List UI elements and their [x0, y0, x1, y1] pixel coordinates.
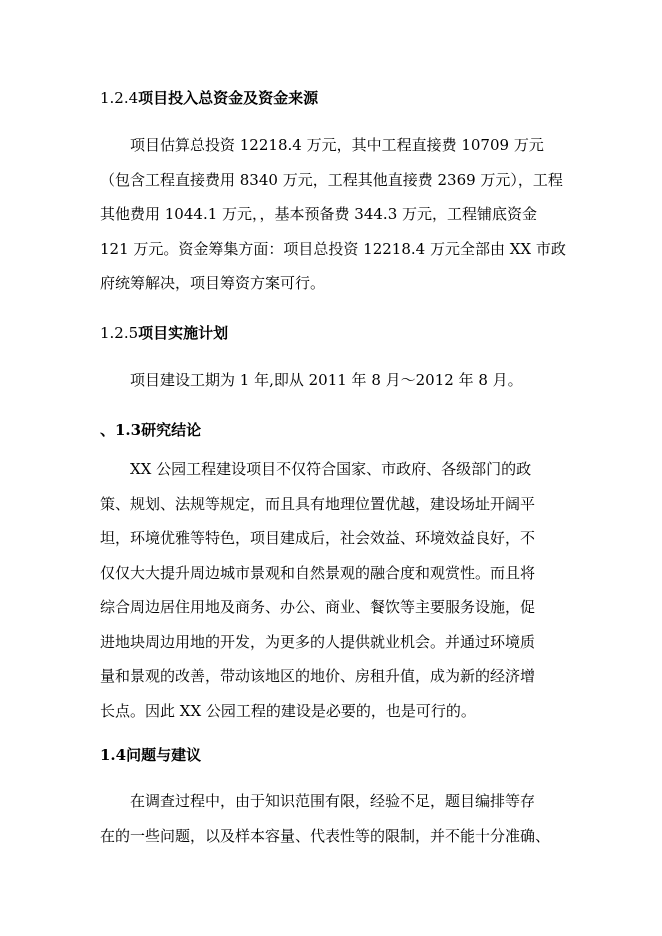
section-heading-1-3 [100, 420, 201, 440]
section-number: 1.4 [100, 746, 127, 764]
text-line: 项目建设工期为 1 年,即从 2011 年 8 月～2012 年 8 月。 [130, 371, 523, 389]
section-number: 、1.3 [100, 421, 142, 439]
text-line: 121 万元。资金筹集方面：项目总投资 12218.4 万元全部由 XX 市政 [100, 239, 566, 258]
text-line: （包含工程直接费用 8340 万元，工程其他直接费 2369 万元），工程 [100, 170, 563, 189]
section-number: 1.2.5 [100, 324, 139, 342]
text-line: 其他费用 1044.1 万元，，基本预备费 344.3 万元，工程铺底资金 [100, 205, 538, 223]
section-heading-1-4 [100, 745, 201, 765]
text-line: 长点。因此 XX 公园工程的建设是必要的，也是可行的。 [100, 701, 476, 720]
section-title: 研究结论 [141, 421, 202, 439]
section-title: 项目投入总资金及资金来源 [138, 89, 319, 107]
text-line: 在的一些问题，以及样本容量、代表性等的限制，并不能十分准确、 [100, 826, 551, 845]
text-line: 府统筹解决，项目筹资方案可行。 [100, 274, 326, 292]
paragraph-schedule [100, 363, 560, 398]
text-line: 在调查过程中，由于知识范围有限，经验不足，题目编排等存 [130, 792, 536, 810]
text-line: 量和景观的改善，带动该地区的地价、房租升值，成为新的经济增 [100, 667, 536, 685]
section-number: 1.2.4 [100, 89, 139, 107]
text-line: 进地块周边用地的开发，为更多的人提供就业机会。并通过环境质 [100, 632, 536, 651]
text-line: 仅仅大大提升周边城市景观和自然景观的融合度和观赏性。而且将 [100, 563, 536, 582]
text-line: 策、规划、法规等规定，而且具有地理位置优越，建设场址开阔平 [100, 494, 536, 513]
section-heading-1-2-5 [100, 323, 228, 343]
paragraph-issues [100, 784, 560, 853]
text-line: 坦，环境优雅等特色，项目建成后，社会效益、环境效益良好，不 [100, 529, 536, 547]
text-line: 项目估算总投资 12218.4 万元，其中工程直接费 10709 万元 [130, 136, 544, 154]
paragraph-conclusion [100, 452, 560, 728]
section-title: 项目实施计划 [138, 324, 229, 342]
paragraph-investment [100, 128, 566, 301]
text-line: XX 公园工程建设项目不仅符合国家、市政府、各级部门的政 [130, 460, 532, 478]
section-heading-1-2-4 [100, 88, 318, 108]
text-line: 综合周边居住用地及商务、办公、商业、餐饮等主要服务设施，促 [100, 598, 536, 616]
section-title: 问题与建议 [126, 746, 202, 764]
